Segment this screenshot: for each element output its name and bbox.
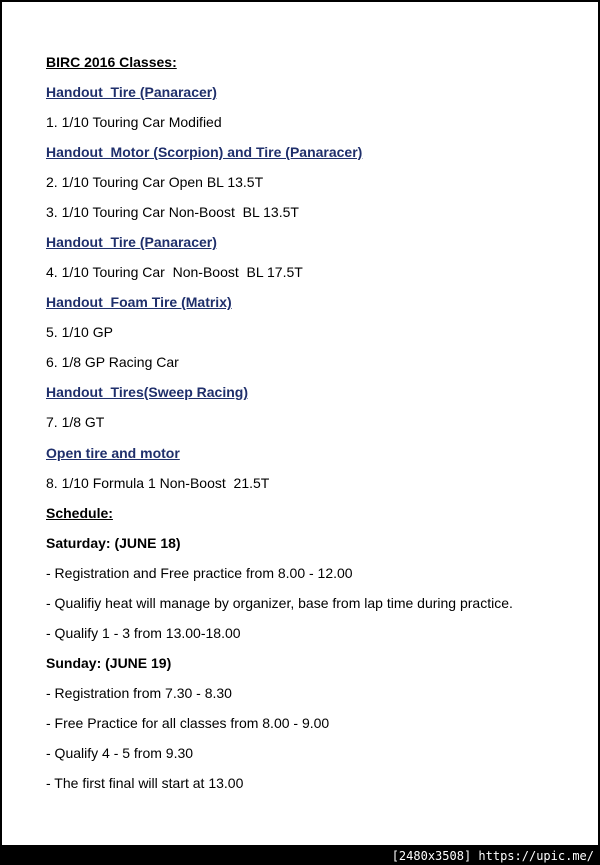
- day-heading: Saturday: (JUNE 18): [46, 535, 181, 551]
- class-item: 4. 1/10 Touring Car Non-Boost BL 17.5T: [46, 264, 303, 280]
- schedule-item: - Qualifiy heat will manage by organizer, base from lap time during practice.: [46, 595, 513, 611]
- watermark-text: [2480x3508] https://upic.me/: [391, 849, 594, 863]
- document-title: BIRC 2016 Classes:: [46, 54, 177, 70]
- day-heading: Sunday: (JUNE 19): [46, 655, 172, 671]
- schedule-item: - Qualify 4 - 5 from 9.30: [46, 745, 194, 761]
- schedule-item: - The first final will start at 13.00: [46, 775, 244, 791]
- schedule-item: - Free Practice for all classes from 8.00 - 9.00: [46, 715, 330, 731]
- class-heading: Handout Motor (Scorpion) and Tire (Panaracer): [46, 144, 363, 160]
- class-heading: Handout Foam Tire (Matrix): [46, 294, 232, 310]
- schedule-item: - Registration from 7.30 - 8.30: [46, 685, 232, 701]
- class-item: 7. 1/8 GT: [46, 414, 105, 430]
- class-heading: Handout Tire (Panaracer): [46, 234, 217, 250]
- schedule-heading: Schedule:: [46, 505, 113, 521]
- class-item: 1. 1/10 Touring Car Modified: [46, 114, 222, 130]
- class-item: 5. 1/10 GP: [46, 324, 113, 340]
- class-item: 2. 1/10 Touring Car Open BL 13.5T: [46, 174, 264, 190]
- class-heading: Handout Tires(Sweep Racing): [46, 384, 248, 400]
- class-item: 3. 1/10 Touring Car Non-Boost BL 13.5T: [46, 204, 299, 220]
- schedule-item: - Registration and Free practice from 8.00 - 12.00: [46, 565, 353, 581]
- class-heading: Open tire and motor: [46, 445, 180, 461]
- document-page: [2, 2, 598, 845]
- class-item: 8. 1/10 Formula 1 Non-Boost 21.5T: [46, 475, 270, 491]
- schedule-item: - Qualify 1 - 3 from 13.00-18.00: [46, 625, 241, 641]
- class-item: 6. 1/8 GP Racing Car: [46, 354, 179, 370]
- class-heading: Handout Tire (Panaracer): [46, 84, 217, 100]
